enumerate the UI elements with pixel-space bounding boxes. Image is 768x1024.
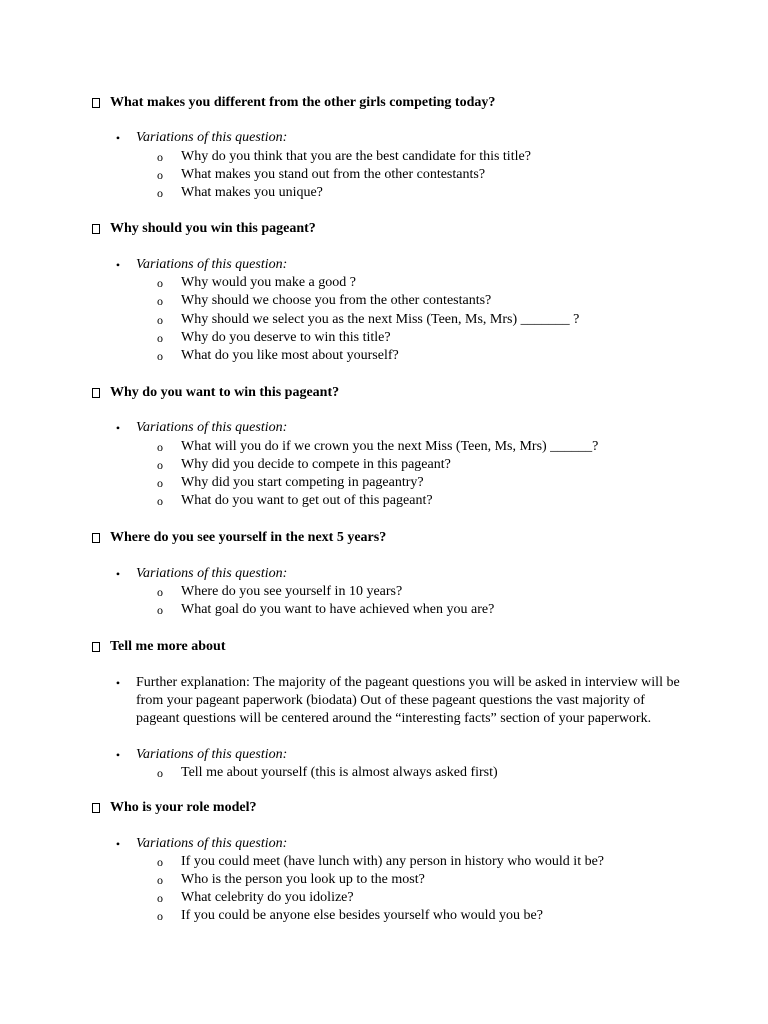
sub-bullet-icon: o [157, 458, 163, 472]
bullet-text: Variations of this question: [136, 836, 288, 851]
sub-bullet-text: Who is the person you look up to the most? [181, 872, 425, 887]
sub-bullet-icon: o [157, 294, 163, 308]
sub-bullet-text: What goal do you want to have achieved when you are? [181, 602, 495, 617]
sub-bullet-icon: o [157, 494, 163, 508]
sub-bullet-item [0, 148, 768, 166]
sub-bullet-icon: o [157, 585, 163, 599]
sub-bullet-text: Where do you see yourself in 10 years? [181, 584, 403, 599]
sub-bullet-item [0, 166, 768, 184]
sub-bullet-item [0, 347, 768, 365]
checkbox-square-icon [92, 642, 100, 652]
sub-bullet-text: What makes you unique? [181, 185, 323, 200]
question-text: What makes you different from the other girls competing today? [110, 95, 496, 110]
sub-bullet-item [0, 853, 768, 871]
sub-bullet-text: Why did you decide to compete in this pageant? [181, 457, 451, 472]
bullet-text: Variations of this question: [136, 130, 288, 145]
bullet-icon: • [115, 131, 121, 145]
sub-bullet-icon: o [157, 766, 163, 780]
sub-bullet-icon: o [157, 186, 163, 200]
sub-bullet-icon: o [157, 891, 163, 905]
checkbox-square-icon [92, 98, 100, 108]
question-text: Where do you see yourself in the next 5 years? [110, 530, 387, 545]
sub-bullet-text: Why would you make a good ? [181, 275, 356, 290]
sub-bullet-icon: o [157, 313, 163, 327]
sub-bullet-item [0, 492, 768, 510]
question-text: Why should you win this pageant? [110, 221, 316, 236]
question-text: Tell me more about [110, 639, 226, 654]
sub-bullet-item [0, 456, 768, 474]
sub-bullet-item [0, 329, 768, 347]
sub-bullet-text: If you could meet (have lunch with) any person in history who would it be? [181, 854, 605, 869]
bullet-text: Variations of this question: [136, 257, 288, 272]
checkbox-square-icon [92, 388, 100, 398]
sub-bullet-icon: o [157, 476, 163, 490]
sub-bullet-item [0, 764, 768, 782]
bullet-icon: • [115, 676, 121, 690]
sub-bullet-text: Why should we select you as the next Miss (Teen, Ms, Mrs) _______ ? [181, 312, 580, 327]
sub-bullet-icon: o [157, 276, 163, 290]
sub-bullet-text: Why do you think that you are the best candidate for this title? [181, 149, 531, 164]
question-text: Why do you want to win this pageant? [110, 385, 340, 400]
sub-bullet-item [0, 907, 768, 925]
checkbox-square-icon [92, 224, 100, 234]
sub-bullet-item [0, 438, 768, 456]
bullet-icon: • [115, 421, 121, 435]
sub-bullet-text: What do you want to get out of this pageant? [181, 493, 433, 508]
bullet-icon: • [115, 258, 121, 272]
sub-bullet-item [0, 274, 768, 292]
sub-bullet-text: Why did you start competing in pageantry? [181, 475, 424, 490]
sub-bullet-text: Tell me about yourself (this is almost always asked first) [181, 765, 498, 780]
bullet-icon: • [115, 837, 121, 851]
bullet-icon: • [115, 567, 121, 581]
bullet-item [0, 674, 768, 746]
sub-bullet-icon: o [157, 349, 163, 363]
sub-bullet-icon: o [157, 168, 163, 182]
sub-bullet-item [0, 583, 768, 601]
question-text: Who is your role model? [110, 800, 257, 815]
bullet-text: Variations of this question: [136, 420, 288, 435]
sub-bullet-text: Why do you deserve to win this title? [181, 330, 391, 345]
sub-bullet-text: Why should we choose you from the other contestants? [181, 293, 492, 308]
sub-bullet-icon: o [157, 331, 163, 345]
sub-bullet-text: What makes you stand out from the other contestants? [181, 167, 486, 182]
bullet-text: Variations of this question: [136, 747, 288, 762]
bullet-text: Variations of this question: [136, 566, 288, 581]
sub-bullet-icon: o [157, 873, 163, 887]
sub-bullet-icon: o [157, 440, 163, 454]
sub-bullet-item [0, 601, 768, 619]
sub-bullet-icon: o [157, 150, 163, 164]
sub-bullet-item [0, 311, 768, 329]
sub-bullet-item [0, 184, 768, 202]
sub-bullet-icon: o [157, 855, 163, 869]
checkbox-square-icon [92, 533, 100, 543]
sub-bullet-text: If you could be anyone else besides yourself who would you be? [181, 908, 543, 923]
bullet-icon: • [115, 748, 121, 762]
sub-bullet-text: What do you like most about yourself? [181, 348, 399, 363]
sub-bullet-item [0, 474, 768, 492]
sub-bullet-icon: o [157, 909, 163, 923]
sub-bullet-text: What celebrity do you idolize? [181, 890, 354, 905]
sub-bullet-item [0, 871, 768, 889]
sub-bullet-item [0, 889, 768, 907]
sub-bullet-icon: o [157, 603, 163, 617]
sub-bullet-item [0, 292, 768, 310]
checkbox-square-icon [92, 803, 100, 813]
bullet-paragraph: Further explanation: The majority of the pageant questions you will be asked in interview will be from your pageant paperwork (biodata) Out of these pageant questions the vast majority of pageant questions will be centered around the “interesting facts” section of your paperwork. [136, 675, 680, 726]
sub-bullet-text: What will you do if we crown you the next Miss (Teen, Ms, Mrs) ______? [181, 439, 599, 454]
